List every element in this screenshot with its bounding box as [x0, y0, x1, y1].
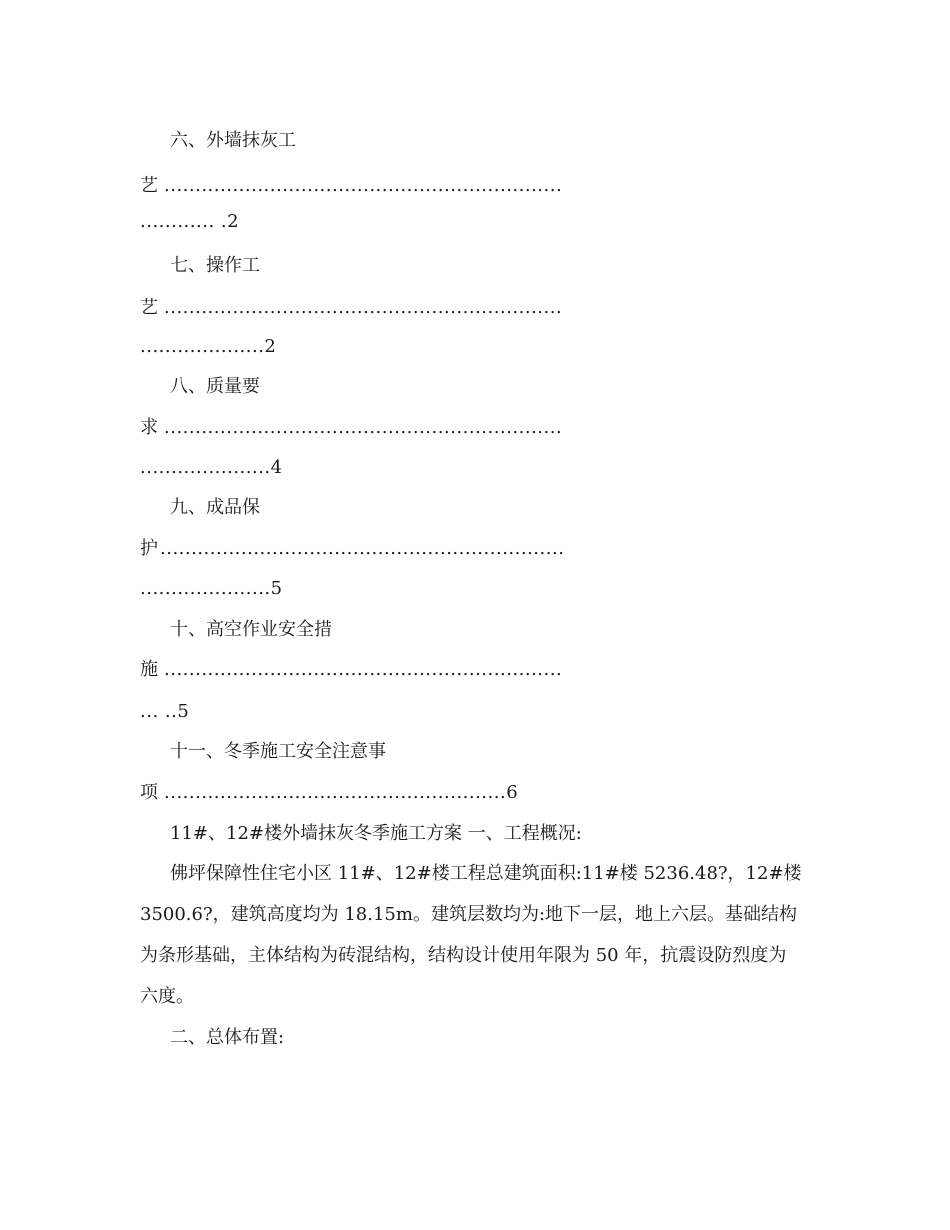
- toc-heading: 六、外墙抹灰工: [170, 130, 296, 151]
- toc-leader-dots: ................................................................: [164, 417, 563, 438]
- toc-heading: 十、高空作业安全措: [170, 619, 332, 640]
- toc-lead-char: 项: [140, 782, 158, 803]
- toc-page-ref: ... ..5: [140, 701, 190, 722]
- toc-leader-dots: ................................................................: [164, 659, 563, 680]
- toc-lead-char: 施: [140, 659, 158, 680]
- toc-leader-dots: ................................................................: [164, 297, 563, 318]
- toc-lead-char: 艺: [140, 175, 158, 196]
- toc-lead-char: 护: [140, 538, 158, 559]
- toc-heading: 十一、冬季施工安全注意事: [170, 741, 386, 762]
- section-heading: 二、总体布置:: [170, 1027, 285, 1048]
- toc-heading: 九、成品保: [170, 497, 260, 518]
- toc-page-ref: ............ .2: [140, 211, 240, 232]
- toc-leader-dots: ................................................................: [164, 175, 563, 196]
- toc-leader-dots: .................................................................: [160, 538, 565, 559]
- toc-page-ref: .....................5: [140, 578, 283, 599]
- paragraph-line: 3500.6?，建筑高度均为 18.15m。建筑层数均为:地下一层，地上六层。基础结构: [140, 904, 798, 925]
- toc-lead-char: 求: [140, 417, 158, 438]
- paragraph-line: 为条形基础，主体结构为砖混结构，结构设计使用年限为 50 年，抗震设防烈度为: [140, 945, 787, 966]
- paragraph-line: 六度。: [140, 986, 194, 1007]
- toc-leader-dots: .......................................................6: [164, 782, 519, 803]
- toc-page-ref: .....................4: [140, 457, 283, 478]
- toc-lead-char: 艺: [140, 297, 158, 318]
- paragraph-line: 佛坪保障性住宅小区 11#、12#楼工程总建筑面积:11#楼 5236.48?，12#楼: [170, 863, 802, 884]
- toc-heading: 八、质量要: [170, 376, 260, 397]
- document-title: 11#、12#楼外墙抹灰冬季施工方案 一、工程概况:: [170, 823, 582, 844]
- toc-page-ref: ....................2: [140, 336, 277, 357]
- toc-heading: 七、操作工: [170, 255, 260, 276]
